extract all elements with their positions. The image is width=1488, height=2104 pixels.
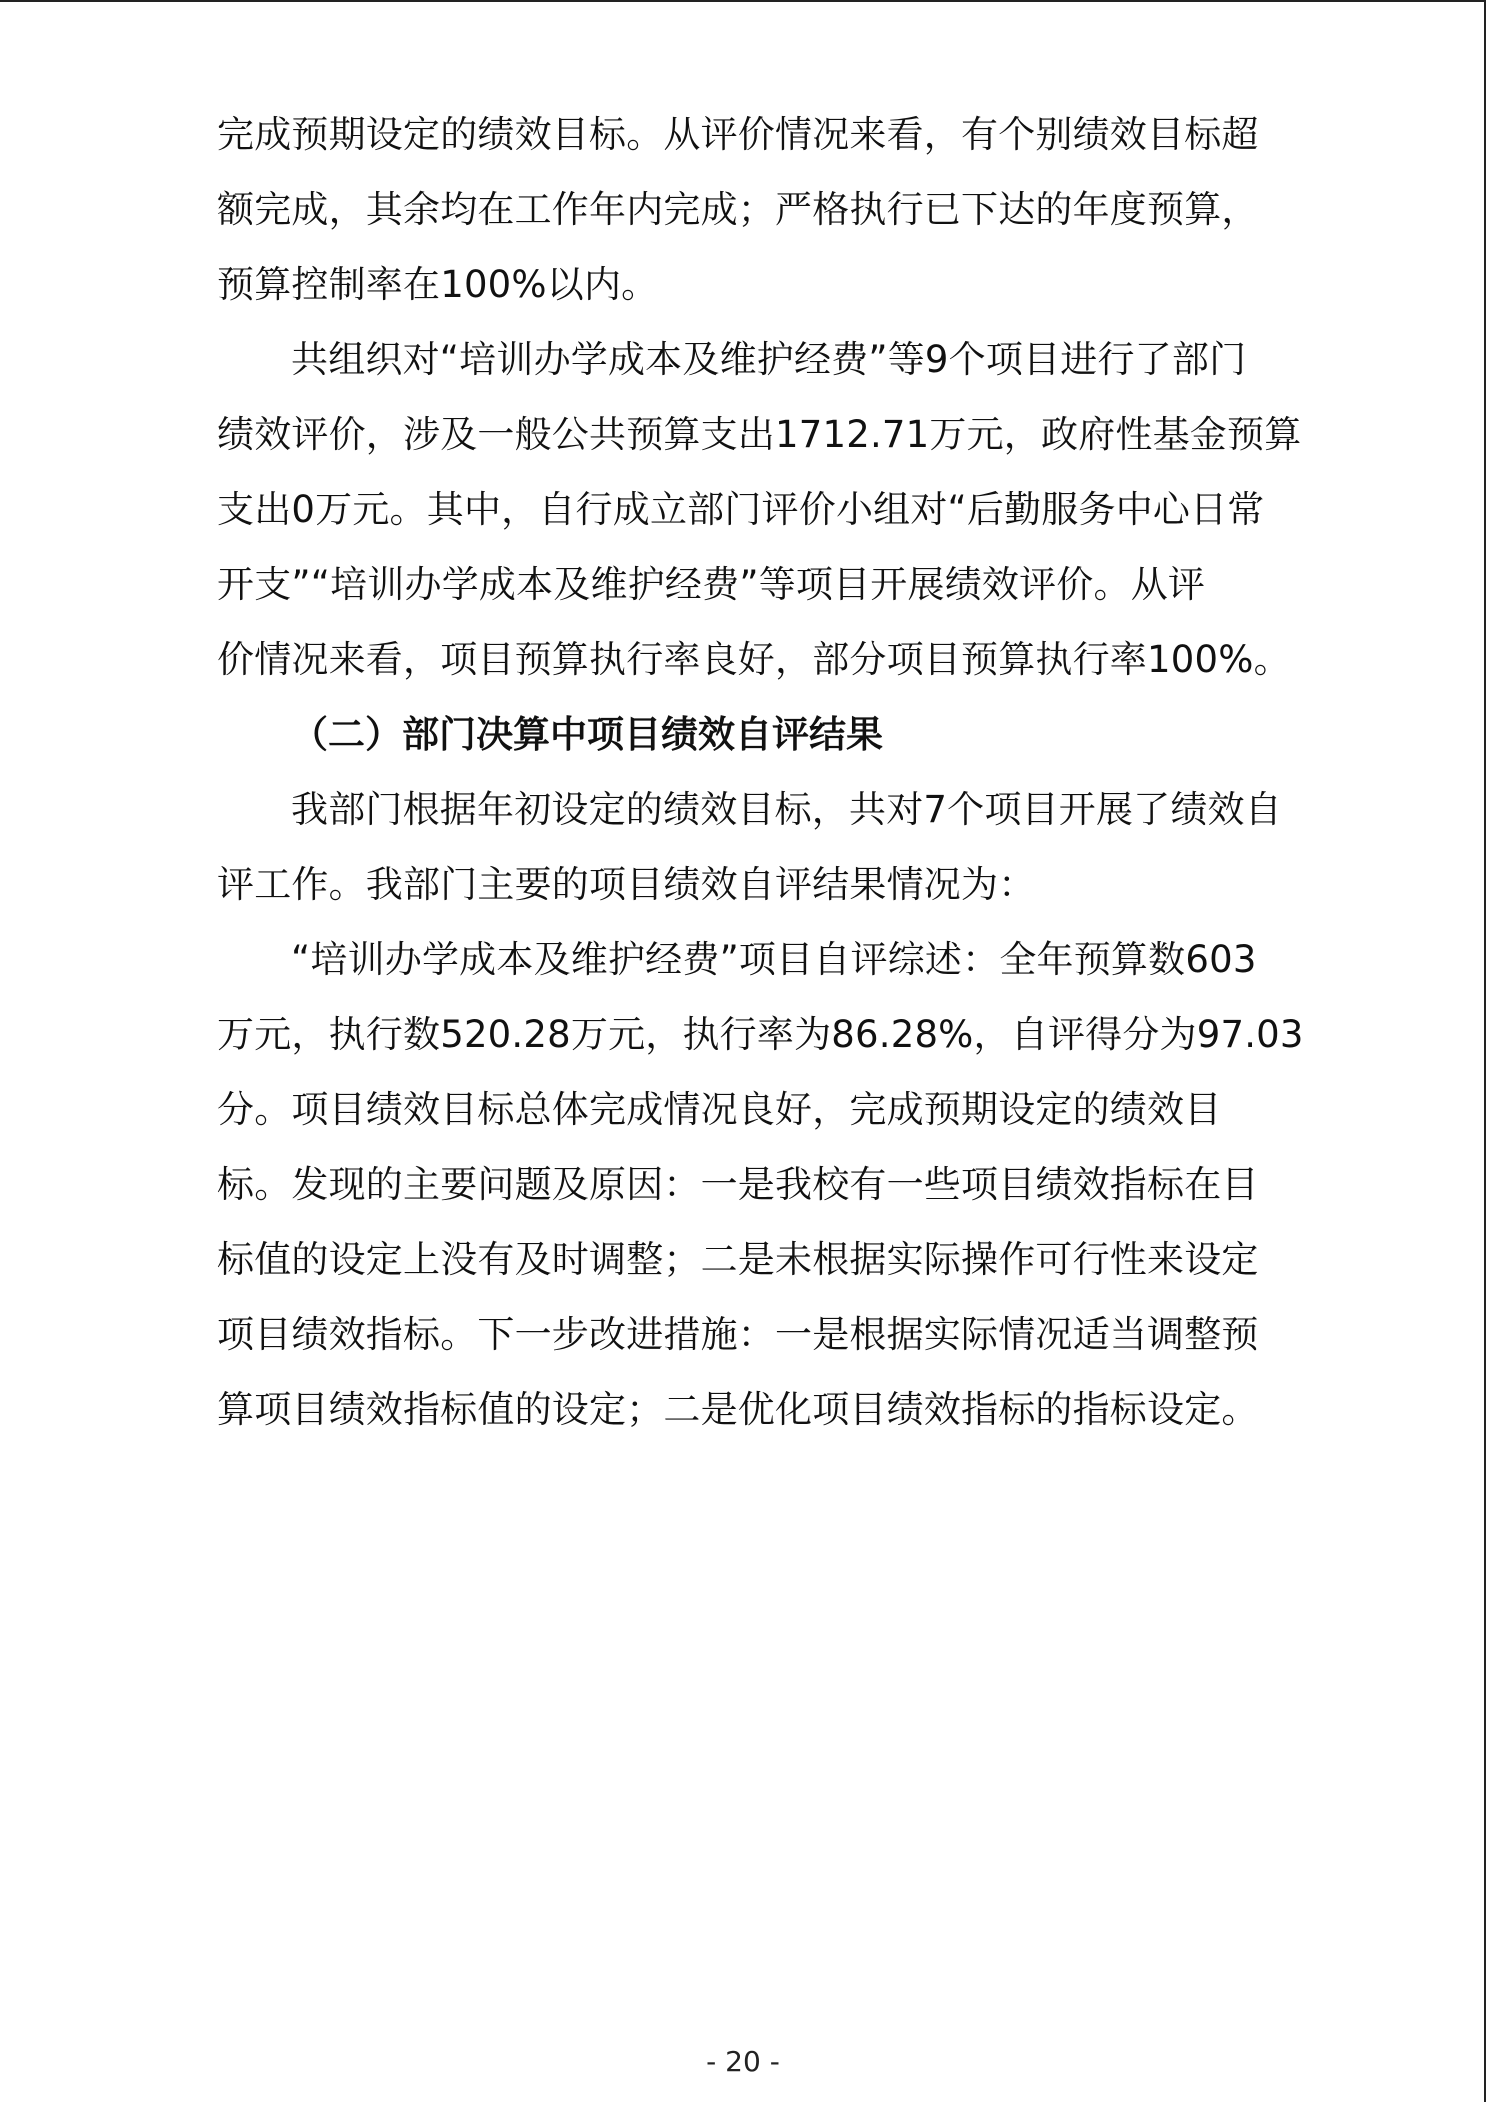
text-line: 共组织对“培训办学成本及维护经费”等9个项目进行了部门 (291, 338, 1247, 381)
text-line: 万元，执行数520.28万元，执行率为86.28%，自评得分为97.03 (217, 1013, 1304, 1056)
paragraph-department-evaluation (217, 322, 1302, 697)
page-number: - 20 - (706, 2045, 780, 2078)
document-body (217, 97, 1304, 1447)
text-line: 算项目绩效指标值的设定；二是优化项目绩效指标的指标设定。 (217, 1388, 1259, 1431)
text-line: 绩效评价，涉及一般公共预算支出1712.71万元，政府性基金预算 (217, 413, 1302, 456)
text-line: 标值的设定上没有及时调整；二是未根据实际操作可行性来设定 (217, 1238, 1259, 1281)
text-line: 预算控制率在100%以内。 (217, 263, 659, 306)
text-line: 分。项目绩效目标总体完成情况良好，完成预期设定的绩效目 (217, 1088, 1222, 1131)
paragraph-self-evaluation-intro (217, 772, 1292, 922)
text-line: 项目绩效指标。下一步改进措施：一是根据实际情况适当调整预 (217, 1313, 1259, 1356)
text-line: 额完成，其余均在工作年内完成；严格执行已下达的年度预算， (217, 188, 1259, 231)
text-line: 开支”“培训办学成本及维护经费”等项目开展绩效评价。从评 (217, 563, 1206, 606)
text-line: “培训办学成本及维护经费”项目自评综述：全年预算数603 (291, 938, 1257, 981)
text-line: 完成预期设定的绩效目标。从评价情况来看，有个别绩效目标超 (217, 113, 1259, 156)
text-line: 评工作。我部门主要的项目绩效自评结果情况为： (217, 863, 1036, 906)
text-line: 价情况来看，项目预算执行率良好，部分项目预算执行率100%。 (217, 638, 1291, 681)
text-line: 我部门根据年初设定的绩效目标，共对7个项目开展了绩效自 (291, 788, 1282, 831)
paragraph-budget-summary (217, 97, 1292, 322)
text-line: 支出0万元。其中，自行成立部门评价小组对“后勤服务中心日常 (217, 488, 1265, 531)
text-line: 标。发现的主要问题及原因：一是我校有一些项目绩效指标在目 (217, 1163, 1259, 1206)
section-heading: （二）部门决算中项目绩效自评结果 (291, 713, 883, 756)
paragraph-project-summary (217, 922, 1304, 1447)
